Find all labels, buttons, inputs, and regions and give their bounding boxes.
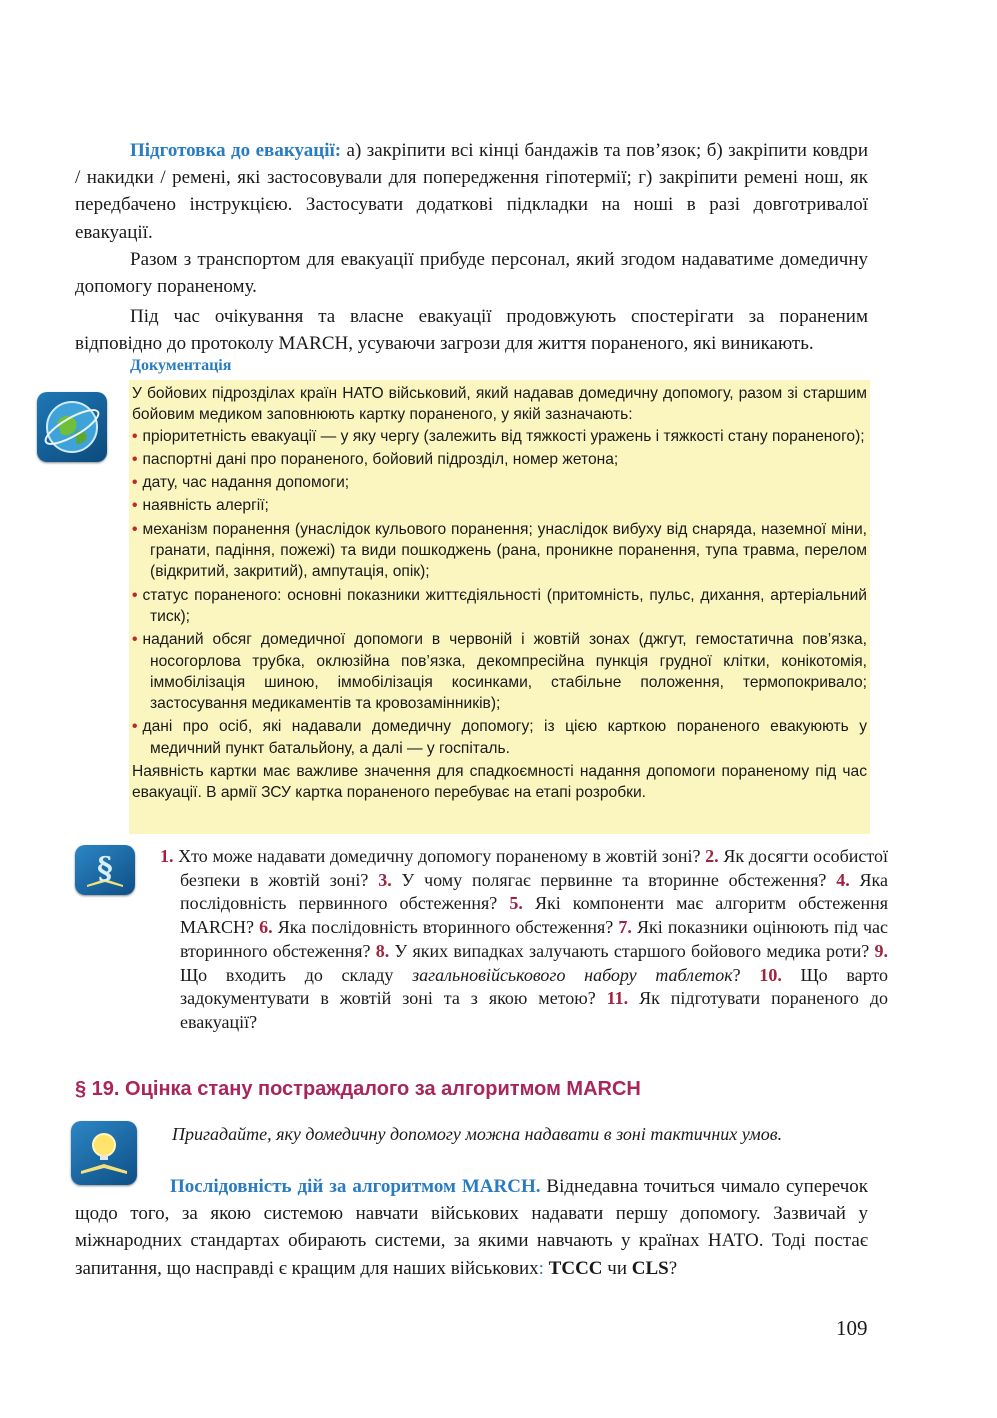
documentation-heading: Документація [130, 357, 232, 374]
bullet-icon: • [132, 520, 138, 538]
section-title: § 19. Оцінка стану постраждалого за алгоритмом MARCH [75, 1078, 641, 1100]
documentation-outro: Наявність картки має важливе значення для спадкоємності надання допомоги пораненому під час евакуації. В армії ЗСУ картка пораненого перебуває на етапі розробки. [132, 763, 867, 802]
question-number: 6. [259, 917, 273, 938]
documentation-item [132, 495, 867, 516]
question-number: 1. [160, 846, 174, 866]
documentation-item [132, 472, 867, 493]
documentation-item-text: пріоритетність евакуації — у яку чергу (залежить від тяжкості уражень і тяжкості стану пораненого); [142, 427, 865, 445]
question-number: 4. [836, 869, 850, 890]
section-prompt: Пригадайте, яку домедичну допомогу можна надавати в зоні тактичних умов. [172, 1124, 783, 1144]
documentation-item [132, 519, 867, 583]
question-text: У яких випадках залучають старшого бойового медика роти? [389, 940, 875, 961]
documentation-item [132, 449, 867, 470]
bullet-icon: • [132, 450, 138, 468]
question-number: 9. [874, 940, 888, 961]
question-text: Які компоненти має алгоритм обстеження MARCH? [180, 893, 888, 938]
question-text: Які показники оцінюють під час вторинного обстеження? [180, 917, 888, 961]
question-text: Що входить до складу [180, 964, 413, 985]
review-questions [160, 845, 888, 1035]
bullet-icon: • [132, 497, 138, 515]
question-text: Яка послідовність вторинного обстеження? [272, 917, 619, 938]
question-number: 2. [705, 846, 719, 866]
bullet-icon: • [132, 631, 138, 649]
question-number: 11. [606, 988, 629, 1009]
question-text: ? [732, 964, 760, 985]
documentation-item-text: наданий обсяг домедичної допомоги в червоній і жовтій зонах (джгут, гемостатична пов’язка, носогорлова трубка, оклюзійна пов’язка, декомпресійна пункція грудної клітки, конікотомія, іммобілізація шиною, іммобілізація косинками, стабільне положення, термопокривало; застосування медикаментів та кровозамінників); [142, 631, 867, 713]
question-number: 10. [759, 964, 782, 985]
march-paragraph-heading: Послідовність дій за алгоритмом MARCH. [170, 1176, 541, 1197]
transport-paragraph: Разом з транспортом для евакуації прибуде персонал, який згодом надаватиме домедичну допомогу пораненому. [75, 249, 868, 298]
question-book-icon [75, 845, 135, 895]
svg-text:§: § [97, 851, 113, 886]
question-text: Хто може надавати домедичну допомогу пораненому в жовтій зоні? [173, 846, 706, 866]
bullet-icon: • [132, 718, 138, 736]
question-number: 8. [375, 940, 390, 961]
question-text: Як досягти особистої безпеки в жовтій зоні? [180, 846, 889, 890]
march-paragraph-text: ? [668, 1257, 678, 1279]
question-number: 3. [378, 869, 392, 890]
evacuation-prep-heading: Підготовка до евакуації: [130, 140, 342, 161]
documentation-item [132, 585, 867, 628]
tccc-term: TCCC [543, 1257, 603, 1279]
question-text: Як підготувати пораненого до евакуації? [180, 988, 888, 1032]
documentation-item-text: дату, час надання допомоги; [142, 474, 350, 492]
march-paragraph-text: Віднедавна точиться чимало суперечок щодо того, за якою системою навчати військових надавати першу допомогу. Зазвичай у міжнародних стандартах обирають системи, за якими навчають у країнах НАТО. Тоді постає запитання, що насправді є кращим для наших військових [75, 1176, 868, 1279]
evacuation-prep-text: а) закріпити всі кінці бандажів та пов’язок; б) закріпити ковдри / накидки / ремені, які застосовували для попередження гіпотермії; г) закріпити ремені нош, як передбачено інструкцією. Застосувати додаткові підкладки на ноші в разі довготривалої евакуації. [75, 140, 868, 243]
march-paragraph-text: чи [602, 1257, 632, 1279]
documentation-item [132, 426, 867, 447]
bullet-icon: • [132, 586, 138, 604]
question-italic-term: загальновійськового набору таблеток [412, 964, 733, 985]
globe-icon [37, 392, 107, 462]
documentation-item-text: статус пораненого: основні показники життєдіяльності (притомність, пульс, дихання, артеріальний тиск); [142, 586, 867, 625]
bullet-icon: • [132, 474, 138, 492]
cls-term: CLS [631, 1257, 669, 1279]
question-number: 5. [509, 893, 523, 914]
page-number: 109 [836, 1316, 868, 1340]
bullet-icon: • [132, 427, 138, 445]
question-text: У чому полягає первинне та вторинне обстеження? [391, 869, 837, 890]
documentation-intro: У бойових підрозділах країн НАТО військовий, який надавав домедичну допомогу, разом зі старшим бойовим медиком заповнюють картку пораненого, у якій зазначають: [132, 385, 867, 424]
documentation-box [129, 380, 870, 834]
documentation-item [132, 629, 867, 714]
documentation-item-text: паспортні дані про пораненого, бойовий підрозділ, номер жетона; [142, 450, 619, 468]
question-text: Яка послідовність первинного обстеження? [180, 869, 889, 914]
question-text: Що варто задокументувати в жовтій зоні та з якою метою? [180, 964, 888, 1009]
documentation-item [132, 716, 867, 759]
documentation-item-text: дані про осіб, які надавали домедичну допомогу; із цією карткою пораненого евакуюють у медичний пункт батальйону, а далі — у госпіталь. [142, 718, 867, 757]
monitoring-paragraph: Під час очікування та власне евакуації продовжують спостерігати за пораненим відповідно до протоколу MARCH, усуваючи загрози для життя пораненого, які виникають. [75, 306, 868, 355]
documentation-item-text: наявність алергії; [142, 497, 269, 515]
march-paragraph [75, 1173, 868, 1282]
documentation-item-text: механізм поранення (унаслідок кульового поранення; унаслідок вибуху від снаряда, наземної міни, гранати, падіння, пожежі) та види пошкоджень (рана, проникне поранення, тупа травма, перелом (відкритий, закритий), ампутація, опік); [142, 520, 867, 581]
march-colon: : [538, 1257, 544, 1279]
evacuation-prep-paragraph [75, 137, 868, 246]
question-number: 7. [618, 917, 632, 938]
